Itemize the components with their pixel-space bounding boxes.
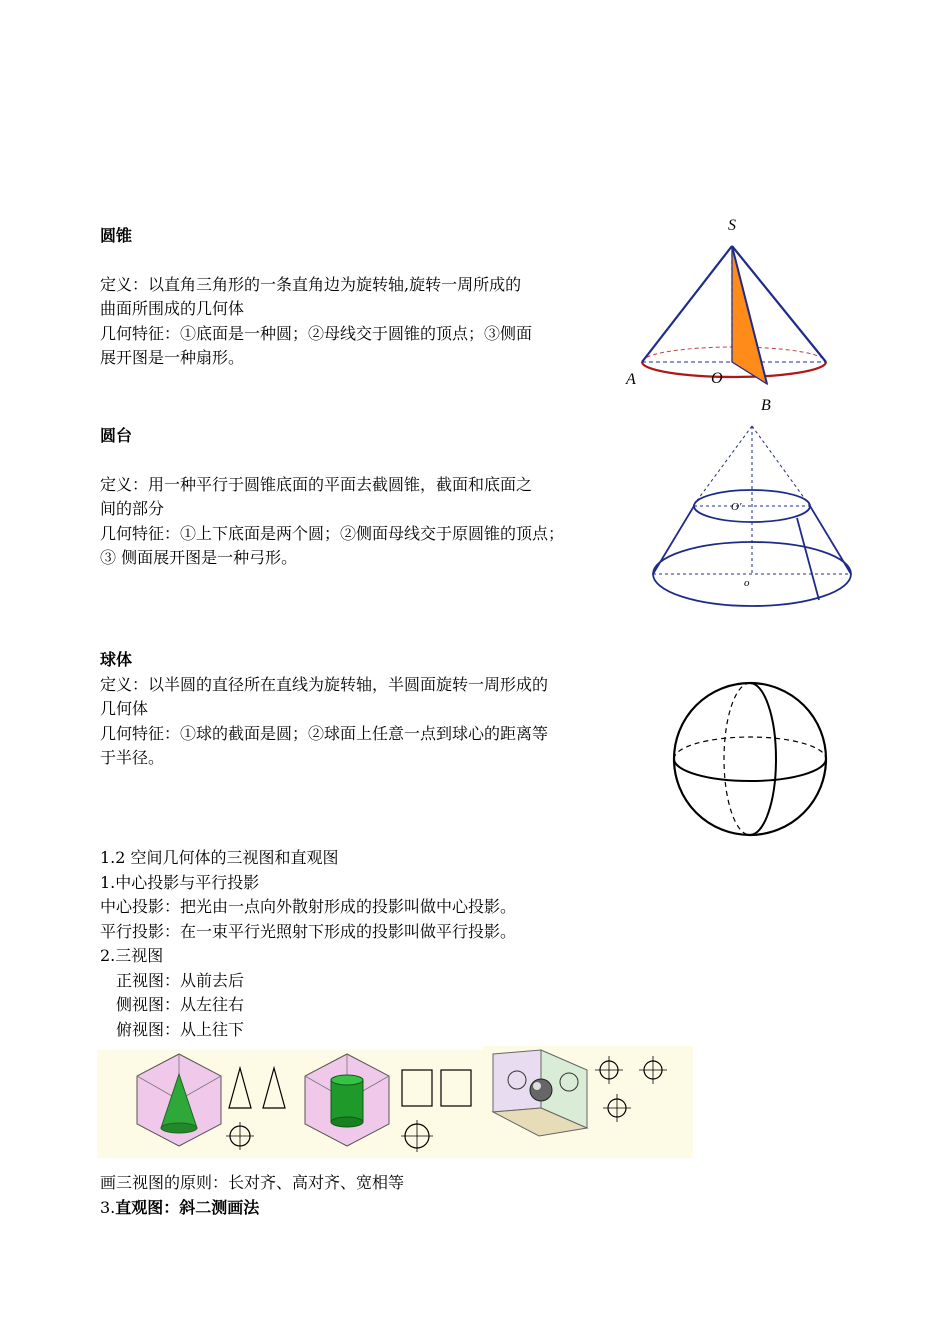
section-12-text	[100, 846, 516, 1042]
front-view: 正视图：从前去后	[116, 970, 245, 990]
cone-def-1: 定义：以直角三角形的一条直角边为旋转轴,旋转一周所成的	[100, 274, 522, 294]
frustum-def-2: 间的部分	[100, 499, 165, 518]
sphere-feat-2: 于半径。	[100, 748, 165, 767]
sphere-text	[100, 648, 548, 771]
cone-def-2: 曲面所围成的几何体	[100, 299, 245, 318]
sphere-feat-1: 几何特征：①球的截面是圆；②球面上任意一点到球心的距离等	[100, 723, 549, 743]
principles-text	[100, 1171, 404, 1220]
frustum-def-1: 定义：用一种平行于圆锥底面的平面去截圆锥，截面和底面之	[100, 474, 533, 494]
central-projection: 中心投影：把光由一点向外散射形成的投影叫做中心投影。	[100, 897, 517, 916]
sphere-title: 球体	[100, 650, 133, 669]
top-view: 俯视图：从上往下	[116, 1019, 245, 1039]
projection-heading: 1.中心投影与平行投影	[100, 872, 260, 892]
cone-title: 圆锥	[100, 226, 133, 245]
three-view-principle: 画三视图的原则：长对齐、高对齐、宽相等	[100, 1173, 405, 1192]
label-a: A	[626, 371, 636, 388]
frustum-feat-1: 几何特征：①上下底面是两个圆；②侧面母线交于原圆锥的顶点；	[100, 523, 565, 543]
frustum-text	[100, 424, 564, 571]
label-o-prime: O'	[731, 501, 742, 513]
frustum-figure	[645, 420, 865, 615]
cone-figure	[620, 212, 840, 412]
section-12-title: 1.2 空间几何体的三视图和直观图	[100, 848, 339, 867]
cone-feat-1: 几何特征：①底面是一种圆；②母线交于圆锥的顶点；③侧面	[100, 323, 533, 343]
three-views-strip	[97, 1046, 693, 1158]
sphere-figure	[665, 672, 835, 842]
frustum-title: 圆台	[100, 426, 133, 445]
parallel-projection: 平行投影：在一束平行光照射下形成的投影叫做平行投影。	[100, 921, 517, 941]
sphere-def-1: 定义：以半圆的直径所在直线为旋转轴，半圆面旋转一周形成的	[100, 674, 549, 694]
intuitive-number: 3.	[100, 1197, 116, 1217]
label-b: B	[761, 397, 771, 412]
cone-text	[100, 224, 532, 371]
label-s: S	[728, 217, 736, 234]
three-views-heading: 2.三视图	[100, 946, 164, 965]
intuitive-heading	[100, 1196, 404, 1221]
frustum-feat-2: ③ 侧面展开图是一种弓形。	[100, 548, 298, 567]
cone-feat-2: 展开图是一种扇形。	[100, 348, 245, 367]
side-view: 侧视图：从左往右	[116, 995, 245, 1014]
intuitive-title: 直观图：斜二测画法	[115, 1197, 260, 1217]
label-o: O	[711, 370, 723, 387]
label-o-small: o	[744, 577, 750, 589]
sphere-def-2: 几何体	[100, 699, 149, 718]
